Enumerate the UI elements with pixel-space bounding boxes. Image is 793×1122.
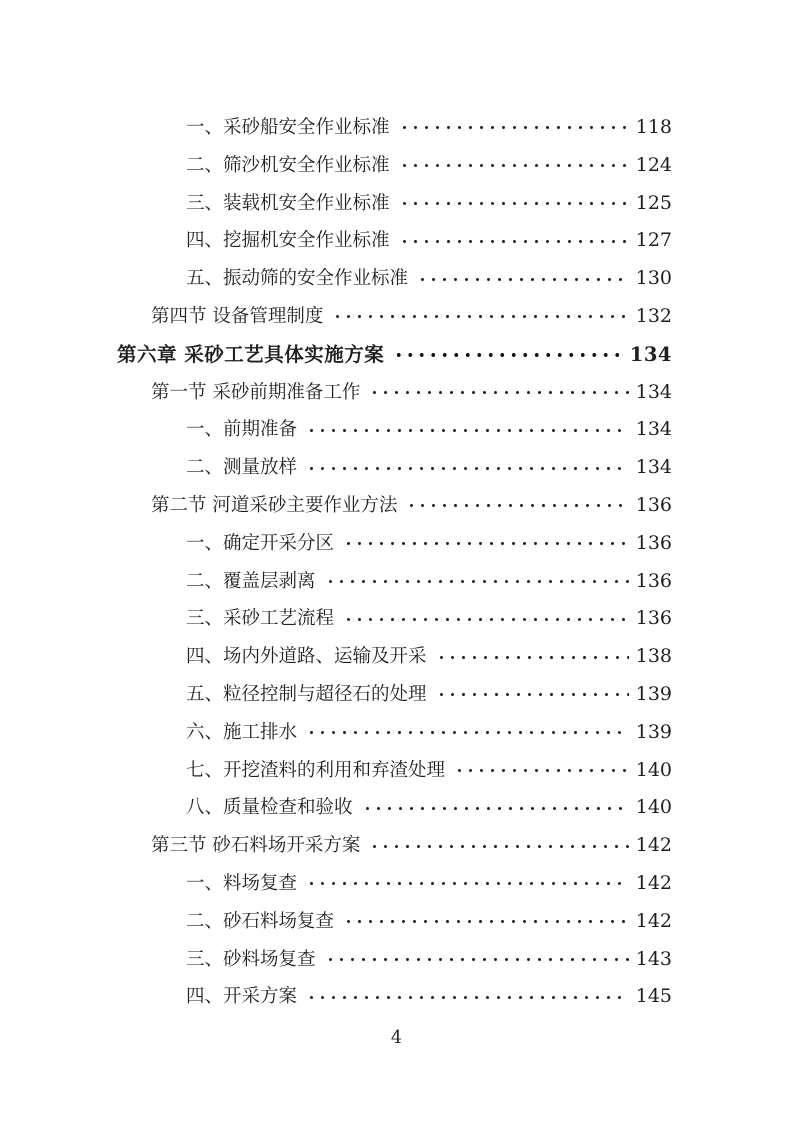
toc-entry-label: 五、振动筛的安全作业标准 [186,268,409,290]
dot-leader-icon [306,714,629,752]
toc-entry-label: 二、覆盖层剥离 [186,570,316,592]
dot-leader-icon [306,865,629,903]
dot-leader-icon [399,109,629,147]
dot-leader-icon [399,147,629,185]
toc-entry [186,600,672,638]
toc-entry-page: 145 [635,985,672,1008]
toc-entry-page: 136 [635,493,672,516]
dot-leader-icon [417,260,629,298]
dot-leader-icon [325,563,629,601]
toc-entry-page: 136 [635,607,672,630]
toc-entry [186,525,672,563]
toc-entry-label: 五、粒径控制与超径石的处理 [186,683,427,705]
toc-entry-label: 八、质量检查和验收 [186,797,353,819]
dot-leader-icon [343,600,629,638]
toc-entry [186,563,672,601]
toc-entry [151,298,672,336]
toc-entry-label: 第三节 砂石料场开采方案 [151,835,361,857]
toc-entry [186,185,672,223]
dot-leader-icon [454,752,629,790]
toc-entry [186,752,672,790]
toc-entry-page: 140 [635,758,672,781]
toc-entry-page: 142 [635,834,672,857]
dot-leader-icon [369,827,628,865]
toc-entry [186,260,672,298]
toc-entry [186,449,672,487]
toc-entry-label: 六、施工排水 [186,721,298,743]
toc-entry-page: 143 [635,947,672,970]
toc-entry [186,222,672,260]
toc-entry [186,903,672,941]
toc-entry-label: 第二节 河道采砂主要作业方法 [151,494,398,516]
dot-leader-icon [343,903,629,941]
toc-entry-page: 139 [635,720,672,743]
toc-entry-page: 140 [635,796,672,819]
toc-entry-page: 138 [635,645,672,668]
toc-entry-label: 第一节 采砂前期准备工作 [151,381,361,403]
toc-entry-page: 127 [635,229,672,252]
toc-list [0,109,672,1016]
toc-entry [151,374,672,412]
dot-leader-icon [362,789,629,827]
dot-leader-icon [332,298,628,336]
toc-entry-page: 132 [635,304,672,327]
toc-entry [186,411,672,449]
toc-entry-page: 134 [629,342,672,366]
toc-entry-page: 125 [635,191,672,214]
toc-entry-page: 139 [635,682,672,705]
toc-entry [151,827,672,865]
page-number: 4 [390,1028,403,1048]
toc-entry-label: 三、采砂工艺流程 [186,608,335,630]
dot-leader-icon [369,374,628,412]
toc-entry-label: 四、挖掘机安全作业标准 [186,230,390,252]
toc-entry-page: 134 [635,456,672,479]
toc-entry [186,714,672,752]
toc-entry [186,638,672,676]
toc-entry-label: 四、场内外道路、运输及开采 [186,646,427,668]
toc-entry-page: 134 [635,418,672,441]
dot-leader-icon [399,222,629,260]
dot-leader-icon [306,978,629,1016]
toc-entry-label: 第六章 采砂工艺具体实施方案 [117,342,385,366]
dot-leader-icon [306,411,629,449]
toc-entry [151,487,672,525]
toc-entry-page: 130 [635,267,672,290]
toc-entry-label: 第四节 设备管理制度 [151,305,324,327]
toc-entry-page: 118 [635,116,672,138]
dot-leader-icon [343,525,629,563]
toc-entry-label: 二、砂石料场复查 [186,910,335,932]
toc-entry [186,676,672,714]
toc-entry-label: 七、开挖渣料的利用和弃渣处理 [186,759,446,781]
toc-entry-label: 一、料场复查 [186,872,298,894]
toc-entry [186,789,672,827]
toc-entry [186,865,672,903]
dot-leader-icon [406,487,628,525]
dot-leader-icon [306,449,629,487]
dot-leader-icon [436,676,629,714]
toc-entry-label: 三、砂料场复查 [186,948,316,970]
toc-entry-label: 一、前期准备 [186,419,298,441]
toc-entry-label: 三、装载机安全作业标准 [186,192,390,214]
toc-entry [186,109,672,147]
toc-entry [186,147,672,185]
toc-entry-page: 142 [635,871,672,894]
dot-leader-icon [393,336,622,374]
dot-leader-icon [436,638,629,676]
toc-entry-label: 一、采砂船安全作业标准 [186,117,390,138]
toc-entry [117,336,672,374]
toc-entry-page: 136 [635,569,672,592]
dot-leader-icon [325,941,629,979]
page-footer [0,1028,793,1048]
toc-entry-page: 142 [635,909,672,932]
toc-entry-page: 136 [635,531,672,554]
toc-entry-label: 四、开采方案 [186,986,298,1008]
toc-entry-page: 134 [635,380,672,403]
toc-entry-label: 一、确定开采分区 [186,532,335,554]
dot-leader-icon [399,185,629,223]
toc-entry [186,978,672,1016]
toc-entry [186,941,672,979]
toc-entry-page: 124 [635,153,672,176]
toc-entry-label: 二、测量放样 [186,457,298,479]
toc-entry-label: 二、筛沙机安全作业标准 [186,154,390,176]
